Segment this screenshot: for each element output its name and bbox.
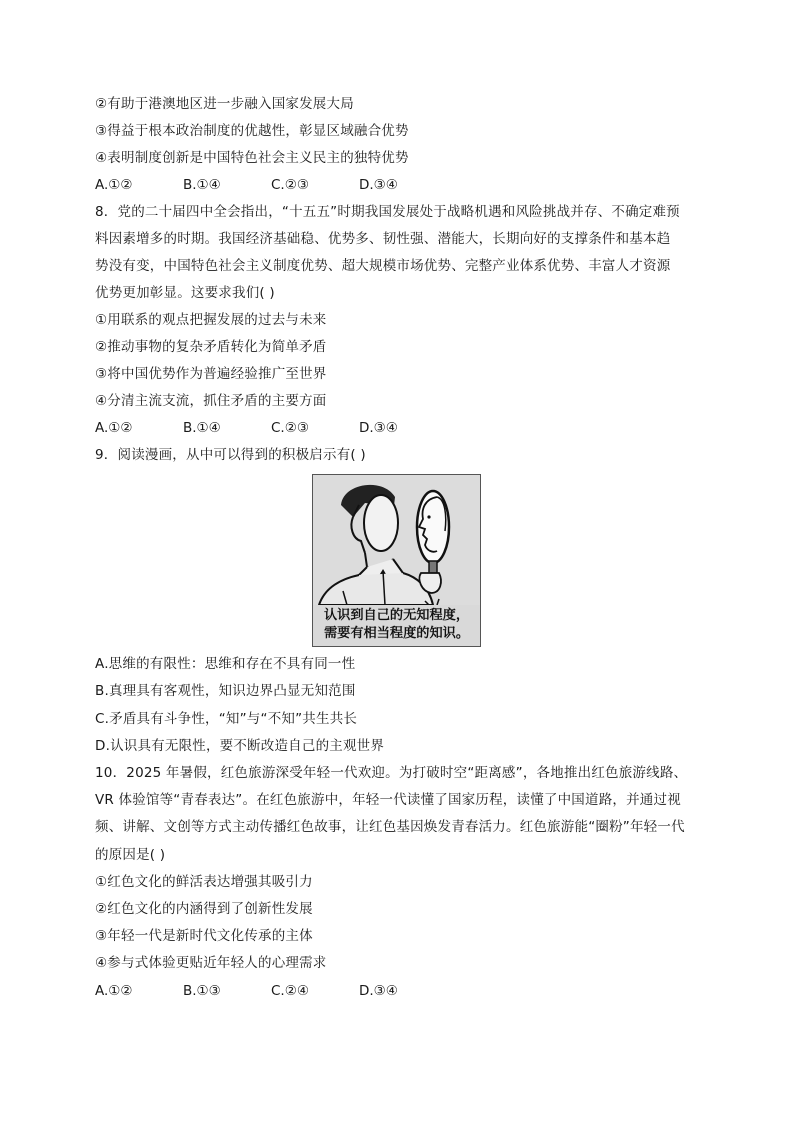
q8-choice-b: B.①④ [183, 420, 221, 436]
q10-option-3: ③年轻一代是新时代文化传承的主体 [95, 928, 313, 944]
q7-choice-a: A.①② [95, 177, 133, 193]
q10-choice-d: D.③④ [359, 983, 398, 999]
q10-stem-line-4: 的原因是( ) [95, 847, 166, 863]
cartoon-image [312, 474, 481, 647]
q7-choice-d: D.③④ [359, 177, 398, 193]
q8-option-3: ③将中国优势作为普遍经验推广至世界 [95, 366, 327, 382]
q8-choice-d: D.③④ [359, 420, 398, 436]
q10-stem-line-2: VR 体验馆等“青春表达”。在红色旅游中，年轻一代读懂了国家历程，读懂了中国道路，并通过视 [95, 792, 681, 808]
q10-stem-line-1: 10．2025 年暑假，红色旅游深受年轻一代欢迎。为打破时空“距离感”，各地推出红色旅游线路、 [95, 765, 688, 781]
q8-option-2: ②推动事物的复杂矛盾转化为简单矛盾 [95, 339, 327, 355]
q7-option-4: ④表明制度创新是中国特色社会主义民主的独特优势 [95, 150, 409, 166]
q9-stem: 9．阅读漫画，从中可以得到的积极启示有( ) [95, 447, 366, 463]
q8-choice-a: A.①② [95, 420, 133, 436]
cartoon-caption-line-1: 认识到自己的无知程度， [323, 608, 470, 623]
q8-stem-line-4: 优势更加彰显。这要求我们( ) [95, 285, 275, 301]
q10-option-1: ①红色文化的鲜活表达增强其吸引力 [95, 874, 313, 890]
q10-choices [95, 981, 398, 1001]
q9-option-a: A.思维的有限性：思维和存在不具有同一性 [95, 656, 356, 672]
q9-option-d: D.认识具有无限性，要不断改造自己的主观世界 [95, 738, 385, 754]
q7-choice-b: B.①④ [183, 177, 221, 193]
q8-option-1: ①用联系的观点把握发展的过去与未来 [95, 312, 327, 328]
q9-option-c: C.矛盾具有斗争性，“知”与“不知”共生共长 [95, 711, 358, 727]
q10-option-2: ②红色文化的内涵得到了创新性发展 [95, 901, 313, 917]
q9-option-b: B.真理具有客观性，知识边界凸显无知范围 [95, 683, 356, 699]
q10-stem-line-3: 频、讲解、文创等方式主动传播红色故事，让红色基因焕发青春活力。红色旅游能“圈粉”年轻一代 [95, 819, 685, 835]
cartoon-drawing [313, 475, 480, 605]
q8-stem-line-2: 料因素增多的时期。我国经济基础稳、优势多、韧性强、潜能大，长期向好的支撑条件和基本趋 [95, 231, 671, 247]
q8-stem-line-3: 势没有变，中国特色社会主义制度优势、超大规模市场优势、完整产业体系优势、丰富人才资源 [95, 258, 671, 274]
q10-choice-b: B.①③ [183, 983, 221, 999]
q7-option-2: ②有助于港澳地区进一步融入国家发展大局 [95, 96, 354, 112]
cartoon-caption-line-2: 需要有相当程度的知识。 [323, 626, 470, 641]
q7-option-3: ③得益于根本政治制度的优越性，彰显区域融合优势 [95, 123, 409, 139]
q10-choice-a: A.①② [95, 983, 133, 999]
q7-choices [95, 175, 398, 195]
q7-choice-c: C.②③ [271, 177, 309, 193]
q8-option-4: ④分清主流支流，抓住矛盾的主要方面 [95, 393, 327, 409]
q10-choice-c: C.②④ [271, 983, 309, 999]
q8-choices [95, 418, 398, 438]
q8-choice-c: C.②③ [271, 420, 309, 436]
q8-stem-line-1: 8．党的二十届四中全会指出，“十五五”时期我国发展处于战略机遇和风险挑战并存、不确定难预 [95, 204, 680, 220]
q10-option-4: ④参与式体验更贴近年轻人的心理需求 [95, 955, 327, 971]
